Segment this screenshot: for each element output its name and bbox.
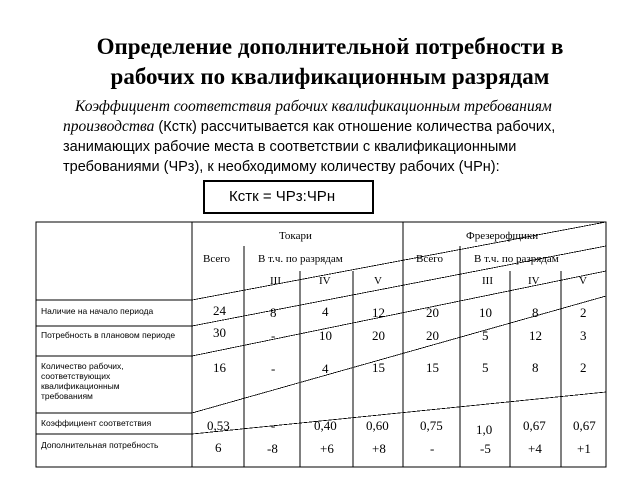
table-cell: 15 <box>372 360 385 375</box>
row-label-coef: Коэффициент соответствия <box>41 418 152 428</box>
para-line-2: (Кстк) рассчитывается как отношение количества рабочих, <box>154 119 556 135</box>
table-cell: 0,40 <box>314 418 337 433</box>
table-cell: 3 <box>580 328 587 343</box>
row-label-qualified: Количество рабочих, соответствующих квалификационным требованиям <box>41 361 124 401</box>
table-cell: 4 <box>322 361 329 376</box>
table-cell: 0,67 <box>573 418 596 433</box>
table-cell: 24 <box>213 303 226 318</box>
table-cell: 12 <box>529 328 542 343</box>
table-cell: - <box>271 361 276 376</box>
table-cell: 2 <box>580 305 587 320</box>
table-cell: 30 <box>213 325 226 340</box>
para-line-3: занимающих рабочие места в соответствии с квалификационными <box>63 139 517 155</box>
formula-box: Кстк = ЧРз:ЧРн <box>203 180 374 214</box>
table-cell: +6 <box>320 441 334 456</box>
table-cell: 6 <box>215 440 222 455</box>
table-cell: 5 <box>482 360 489 375</box>
title-line-2: рабочих по квалификационным разрядам <box>110 64 550 89</box>
group-millers: Фрезерофщики <box>466 230 539 242</box>
header-total-1: Всего <box>203 253 230 265</box>
table-cell: 20 <box>426 328 439 343</box>
header-grade-iv-1: IV <box>319 275 331 287</box>
table-cell: - <box>430 441 435 456</box>
table-cell: 0,75 <box>420 418 443 433</box>
table-cell: +8 <box>372 441 386 456</box>
row-label-need: Потребность в плановом периоде <box>41 330 176 340</box>
table-cell: 12 <box>372 305 385 320</box>
table-cell: 20 <box>372 328 385 343</box>
para-italic-2: производства <box>63 118 155 135</box>
table-cell: 1,0 <box>476 422 493 437</box>
table-cell: 0,67 <box>523 418 546 433</box>
header-grade-v-1: V <box>374 275 382 287</box>
header-total-2: Всего <box>416 253 443 265</box>
table-cell: 5 <box>482 328 489 343</box>
table-cell: -8 <box>267 441 278 456</box>
table-cell: - <box>271 328 276 343</box>
table-cell: 10 <box>319 328 332 343</box>
table-cell: 8 <box>532 305 539 320</box>
table-cell: 0,60 <box>366 418 389 433</box>
header-grade-v-2: V <box>579 275 587 287</box>
table-cell: +1 <box>577 441 591 456</box>
group-turners: Токари <box>279 230 312 242</box>
table-cell: 10 <box>479 305 492 320</box>
table-cell: 15 <box>426 360 439 375</box>
table-cell: 0,53 <box>207 418 230 433</box>
table-cell: 4 <box>322 304 329 319</box>
row-label-extra: Дополнительная потребность <box>41 440 159 450</box>
table-cell: 8 <box>532 360 539 375</box>
header-grade-iv-2: IV <box>528 275 540 287</box>
table-cell: 16 <box>213 360 226 375</box>
row-label-start: Наличие на начало периода <box>41 306 154 316</box>
para-italic-1: Коэффициент соответствия рабочих квалификационным требованиям <box>75 98 552 115</box>
table-cell: -5 <box>480 441 491 456</box>
header-by-grade-2: В т.ч. по разрядам <box>474 253 559 265</box>
header-by-grade-1: В т.ч. по разрядам <box>258 253 343 265</box>
table-cell: 8 <box>270 305 277 320</box>
table-cell: 2 <box>580 360 587 375</box>
table-cell: - <box>271 418 276 433</box>
header-grade-iii-2: III <box>482 275 493 287</box>
table-cell: 20 <box>426 305 439 320</box>
para-line-4: требованиями (ЧРз), к необходимому количеству рабочих (ЧРн): <box>63 159 500 175</box>
title-line-1: Определение дополнительной потребности в <box>96 34 564 59</box>
table-cell: +4 <box>528 441 542 456</box>
header-grade-iii-1: III <box>270 275 281 287</box>
